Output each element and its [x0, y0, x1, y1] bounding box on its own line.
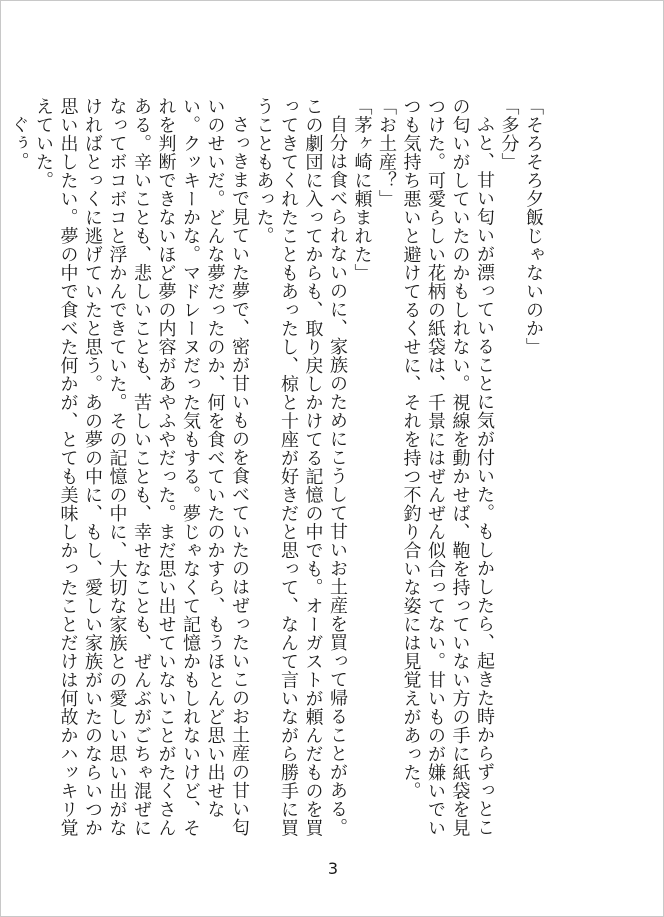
paragraph: ぐぅ。: [8, 115, 30, 171]
page-number: 3: [327, 859, 339, 878]
paragraph: ふと、甘い匂いが漂っていることに気が付いた。もしかしたら、起きた時からずっとこの匂いがしていたのかもしれない。視線を動かせば、鞄を持っていない方の手に紙袋を見つけた。可愛らしい花柄の紙袋は、千景にはぜんぜん似合ってない。甘いものが嫌いでいつも気持ち悪いと避けてるくせに、それを持つ不釣り合いな姿には見覚えがあった。: [400, 97, 495, 837]
paragraph: さっきまで見ていた夢で、密が甘いものを食べていたのはぜったいこのお土産の甘い匂いのせいだ。どんな夢だったのか、何を食べていたのかすら、もうほとんど思い出せない。クッキーかな。マドレーヌだった気もする。夢じゃなくて記憶かもしれないけど、それを判断できないほど夢の内容があやふやだった。まだ思い出せていないことがたくさんある。辛いことも、悲しいことも、苦しいことも、幸せなことも、ぜんぶがごちゃ混ぜになってボコボコと浮かんできていた。その記憶の中に、大切な家族との愛しい思い出がなければとっくに逃げていたと思う。あの夢の中に、もし、愛しい家族がいたのならいつか思い出したい。夢の中で食べた何かが、とても美味しかったことだけは何故かハッキリ覚えていた。: [33, 97, 250, 837]
paragraph: 「そろそろ夕飯じゃないのか」: [523, 97, 544, 356]
paragraph: 「多分」: [498, 97, 520, 171]
paragraph: 自分は食べられないのに、家族のためにこうして甘いお土産を買って帰ることがある。この劇団に入ってからも、取り戻しかけてる記憶の中でも。オーガストが頼んだものを買ってきてくれたこともあったし、椋と十座が好きだと思って、なんて言いながら勝手に買うこともあった。: [253, 97, 348, 837]
paragraph: 「茅ヶ崎に頼まれた」: [351, 97, 373, 282]
vertical-text-body: [6, 97, 545, 837]
paragraph: 「お土産？」: [376, 97, 397, 208]
